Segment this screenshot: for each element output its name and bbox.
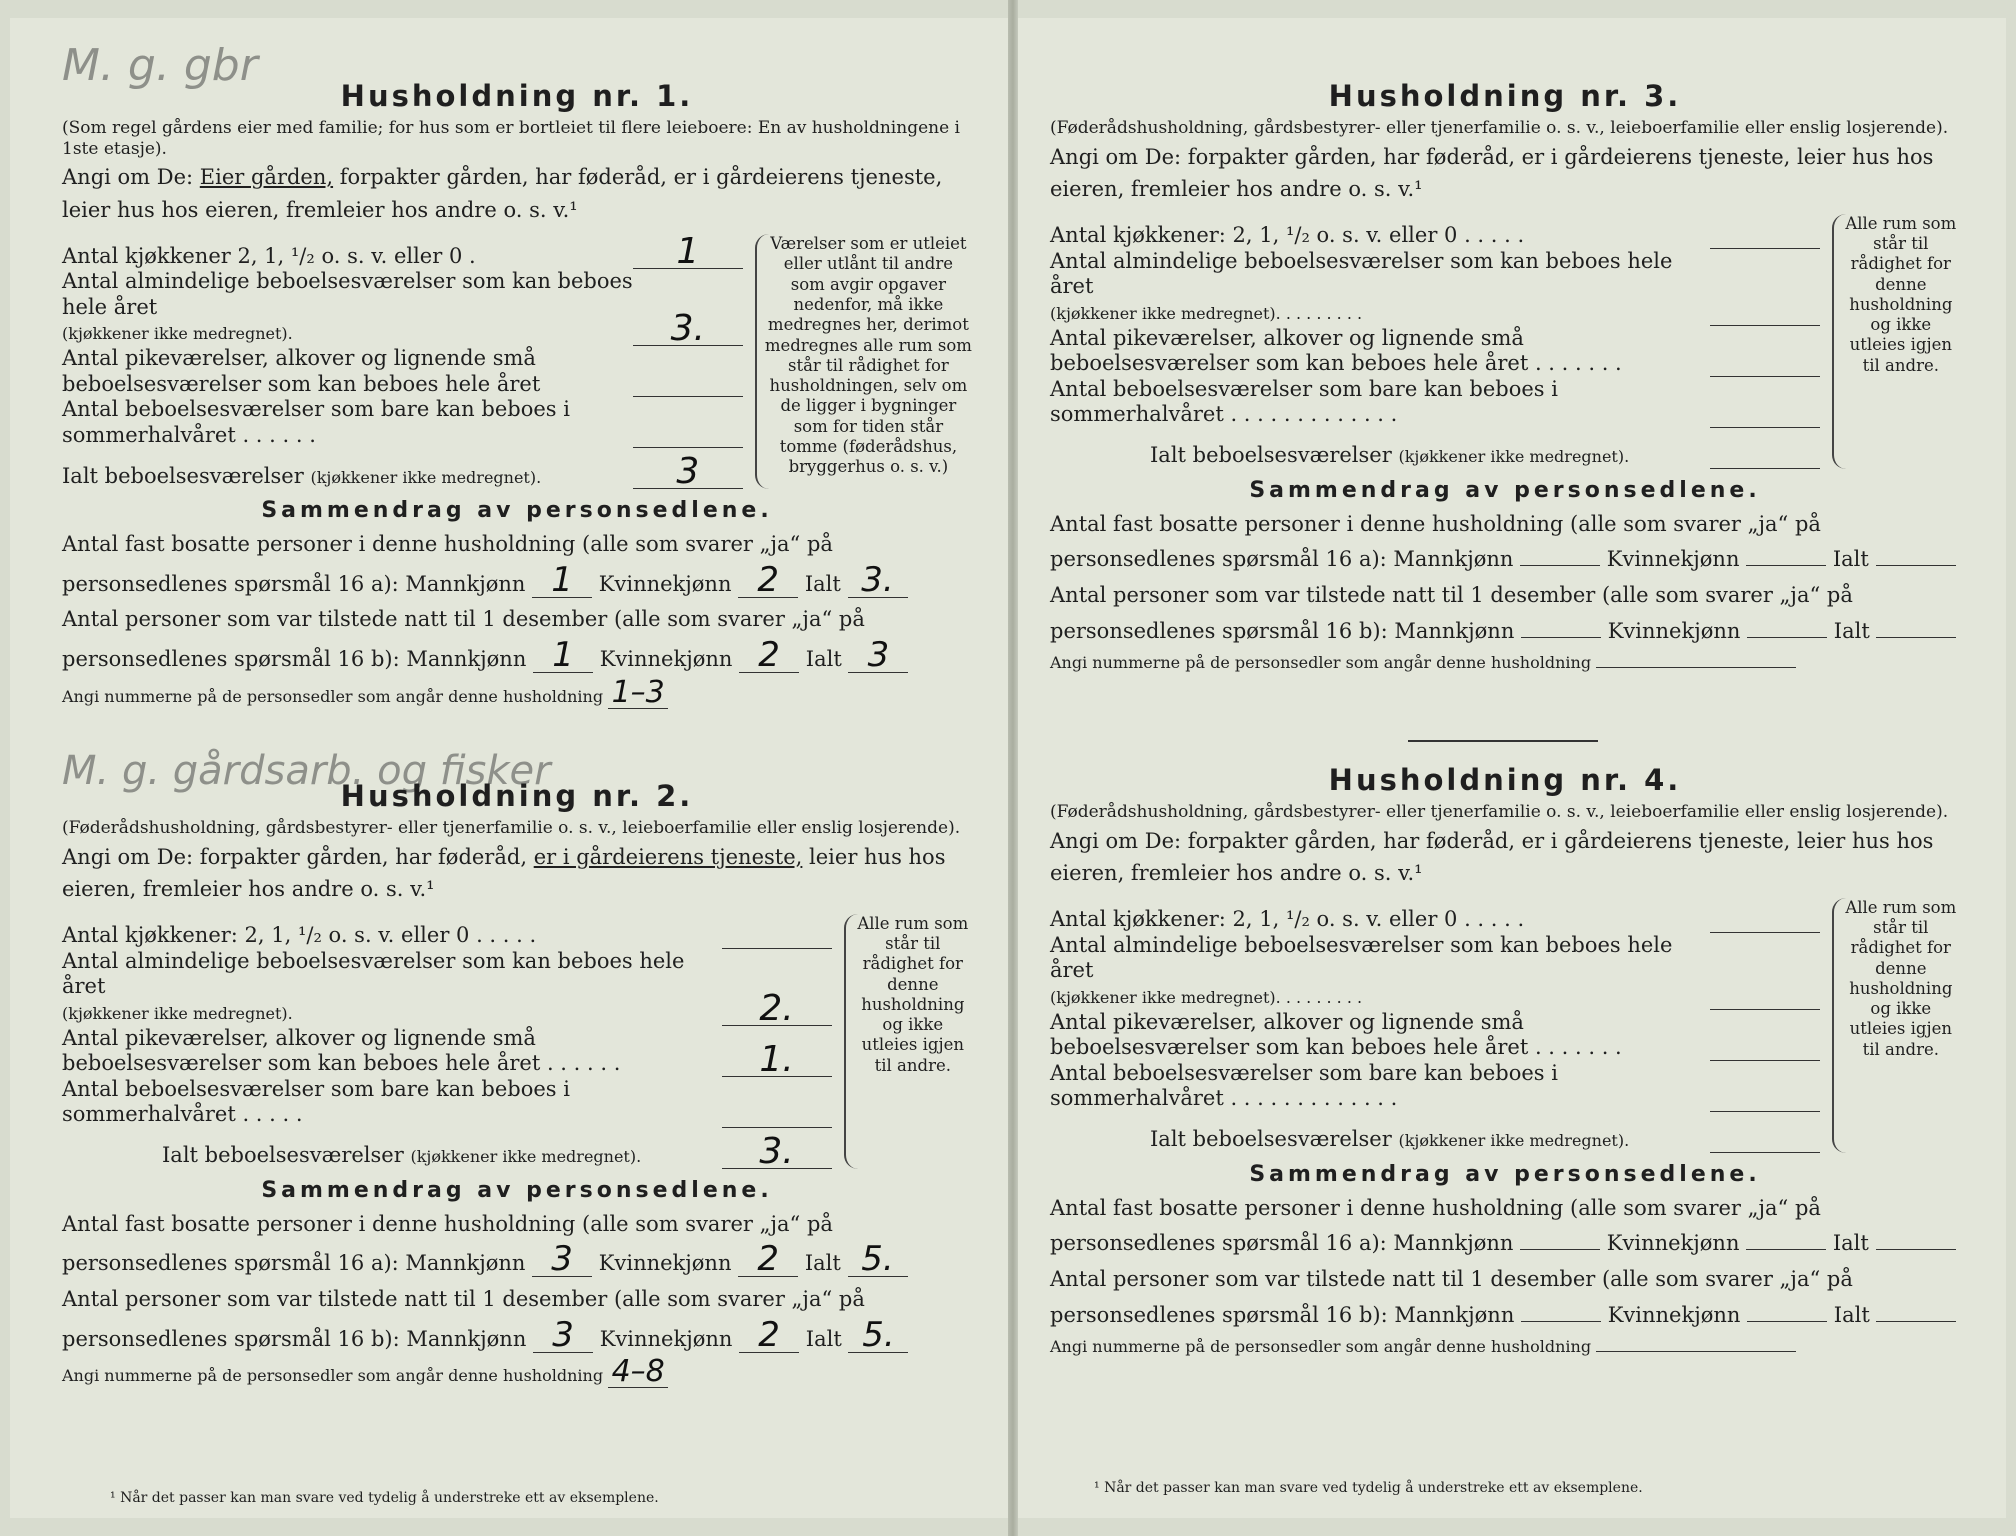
nummer-value	[1596, 1333, 1796, 1352]
rooms-block	[62, 913, 972, 1172]
q16b-male: 1	[533, 638, 593, 673]
household-1	[62, 78, 972, 709]
summer-rooms-value	[722, 1093, 832, 1128]
summary-title: Sammendrag av personsedlene.	[1249, 1162, 1761, 1187]
nummer-row: Angi nummerne på de personsedler som angår denne husholdning	[1050, 1333, 1960, 1360]
q16a-female	[1746, 547, 1826, 566]
total-rooms-row: Ialt beboelsesværelser (kjøkkener ikke medregnet). 3.	[62, 1134, 832, 1169]
nummer-value: 4–8	[608, 1357, 668, 1388]
q16b-male	[1521, 619, 1601, 638]
rooms-block	[62, 231, 972, 493]
q16b-row: Antal personer som var tilstede natt til 1 desember (alle som svarer „ja“ på personsedlenes spørsmål 16 b): Mannkjønn 3 Kvinnekjønn 2 Ialt 5.	[62, 1282, 972, 1357]
q16b-row: Antal personer som var tilstede natt til 1 desember (alle som svarer „ja“ på personsedlenes spørsmål 16 b): Mannkjønn Kvinnekjønn Ialt	[1050, 1262, 1960, 1333]
total-rooms-value	[1710, 434, 1820, 469]
rooms-value: 3.	[633, 311, 743, 346]
household-title: Husholdning nr. 2.	[340, 779, 694, 813]
footnote-left: ¹ Når det passer kan man svare ved tydelig å understreke ett av eksemplene.	[110, 1490, 659, 1506]
small-rooms-value: 1.	[722, 1042, 832, 1077]
total-rooms-value: 3.	[722, 1134, 832, 1169]
household-3	[1050, 78, 1960, 676]
section-separator	[1408, 740, 1598, 742]
rooms-row: Antal almindelige beboelsesværelser som kan beboes hele året (kjøkkener ikke medregnet). . . . . . . . .	[1050, 933, 1820, 1010]
q16a-male: 3	[532, 1242, 592, 1277]
tenure-question: Angi om De: forpakter gården, har føderåd, er i gårdeierens tjeneste, leier hus hos eieren, fremleier hos andre o. s. v.¹	[1050, 828, 1934, 886]
brace-note: Værelser som er utleiet eller utlånt til andre som avgir opgaver nedenfor, må ikke medregnes her, derimot medregnes alle rum som står til rådighet for husholdningen, selv om de ligger i bygninger som for tiden står tomme (føderådshus, bryggerhus o. s. v.)	[755, 234, 972, 489]
q16b-total	[1876, 619, 1956, 638]
tenure-marked-answer: er i gårdeierens tjeneste,	[533, 844, 803, 869]
q16a-row: Antal fast bosatte personer i denne husholdning (alle som svarer „ja“ på personsedlenes spørsmål 16 a): Mannkjønn 3 Kvinnekjønn 2 Ialt 5.	[62, 1207, 972, 1282]
q16b-female	[1747, 619, 1827, 638]
kitchens-value: 1	[633, 234, 743, 269]
nummer-row: Angi nummerne på de personsedler som angår denne husholdning 4–8	[62, 1357, 972, 1389]
summer-rooms-value	[1710, 1077, 1820, 1112]
summer-rooms-value	[633, 413, 743, 448]
handwritten-annotation-top: M. g. gbr	[62, 40, 258, 91]
summary-title: Sammendrag av personsedlene.	[261, 1178, 773, 1203]
q16b-female	[1747, 1303, 1827, 1322]
small-rooms-value	[633, 362, 743, 397]
household-title: Husholdning nr. 1.	[340, 79, 694, 113]
total-rooms-value	[1710, 1118, 1820, 1153]
q16a-female: 2	[738, 1242, 798, 1277]
summary-title: Sammendrag av personsedlene.	[261, 498, 773, 524]
small-rooms-row: Antal pikeværelser, alkover og lignende små beboelsesværelser som kan beboes hele året	[62, 346, 743, 397]
kitchens-value	[722, 914, 832, 949]
rooms-block	[1050, 898, 1960, 1153]
handwritten-annotation-mid: M. g. gårdsarb. og fisker	[62, 748, 551, 794]
rooms-value	[1710, 291, 1820, 326]
page-fold	[1008, 0, 1018, 1536]
nummer-row: Angi nummerne på de personsedler som angår denne husholdning	[1050, 649, 1960, 676]
q16a-total	[1876, 1231, 1956, 1250]
rooms-row: Antal almindelige beboelsesværelser som kan beboes hele året (kjøkkener ikke medregnet). 3.	[62, 269, 743, 346]
brace-note: Alle rum som står til rådighet for denne husholdning og ikke utleies igjen til andre.	[1832, 898, 1960, 1153]
small-rooms-row: Antal pikeværelser, alkover og lignende små beboelsesværelser som kan beboes hele året . . . . . . .	[1050, 326, 1820, 377]
q16b-male: 3	[533, 1318, 593, 1353]
q16b-row: Antal personer som var tilstede natt til 1 desember (alle som svarer „ja“ på personsedlenes spørsmål 16 b): Mannkjønn 1 Kvinnekjønn 2 Ialt 3	[62, 602, 972, 677]
q16a-total	[1876, 547, 1956, 566]
small-rooms-row: Antal pikeværelser, alkover og lignende små beboelsesværelser som kan beboes hele året . . . . . . 1.	[62, 1026, 832, 1077]
summer-rooms-row: Antal beboelsesværelser som bare kan beboes i sommerhalvåret . . . . .	[62, 1077, 832, 1128]
rooms-row: Antal almindelige beboelsesværelser som kan beboes hele året (kjøkkener ikke medregnet). . . . . . . . .	[1050, 249, 1820, 326]
q16a-row: Antal fast bosatte personer i denne husholdning (alle som svarer „ja“ på personsedlenes spørsmål 16 a): Mannkjønn 1 Kvinnekjønn 2 Ialt 3.	[62, 527, 972, 602]
footnote-right: ¹ Når det passer kan man svare ved tydelig å understreke ett av eksemplene.	[1094, 1480, 1643, 1496]
q16a-row: Antal fast bosatte personer i denne husholdning (alle som svarer „ja“ på personsedlenes spørsmål 16 a): Mannkjønn Kvinnekjønn Ialt	[1050, 507, 1960, 578]
small-rooms-value	[1710, 342, 1820, 377]
kitchens-value	[1710, 214, 1820, 249]
household-title: Husholdning nr. 3.	[1328, 79, 1682, 113]
summer-rooms-row: Antal beboelsesværelser som bare kan beboes i sommerhalvåret . . . . . . . . . . . . .	[1050, 1061, 1820, 1112]
q16a-male	[1520, 1231, 1600, 1250]
q16a-row: Antal fast bosatte personer i denne husholdning (alle som svarer „ja“ på personsedlenes spørsmål 16 a): Mannkjønn Kvinnekjønn Ialt	[1050, 1191, 1960, 1262]
q16b-male	[1521, 1303, 1601, 1322]
rooms-row: Antal almindelige beboelsesværelser som kan beboes hele året (kjøkkener ikke medregnet). 2.	[62, 949, 832, 1026]
q16a-total: 3.	[848, 563, 908, 598]
q16b-total: 3	[848, 638, 908, 673]
q16a-female: 2	[738, 563, 798, 598]
small-rooms-value	[1710, 1026, 1820, 1061]
summer-rooms-row: Antal beboelsesværelser som bare kan beboes i sommerhalvåret . . . . . .	[62, 397, 743, 448]
rooms-value: 2.	[722, 991, 832, 1026]
nummer-row: Angi nummerne på de personsedler som angår denne husholdning 1–3	[62, 678, 972, 710]
tenure-question: Angi om De: forpakter gården, har føderåd, er i gårdeierens tjeneste, leier hus hos eieren, fremleier hos andre o. s. v.¹	[62, 844, 946, 902]
summer-rooms-row: Antal beboelsesværelser som bare kan beboes i sommerhalvåret . . . . . . . . . . . . .	[1050, 377, 1820, 428]
q16a-male	[1520, 547, 1600, 566]
q16b-female: 2	[739, 638, 799, 673]
household-note: (Føderådshusholdning, gårdsbestyrer- eller tjenerfamilie o. s. v., leieboerfamilie eller enslig losjerende).	[62, 818, 961, 839]
nummer-value	[1596, 649, 1796, 668]
q16a-male: 1	[532, 563, 592, 598]
small-rooms-row: Antal pikeværelser, alkover og lignende små beboelsesværelser som kan beboes hele året . . . . . . .	[1050, 1010, 1820, 1061]
q16b-total	[1876, 1303, 1956, 1322]
q16b-female: 2	[739, 1318, 799, 1353]
kitchens-row: Antal kjøkkener: 2, 1, ¹/₂ o. s. v. eller 0 . . . . .	[62, 914, 832, 949]
rooms-value	[1710, 975, 1820, 1010]
tenure-marked-answer: Eier gården,	[199, 165, 334, 190]
brace-note: Alle rum som står til rådighet for denne husholdning og ikke utleies igjen til andre.	[1832, 214, 1960, 469]
q16b-row: Antal personer som var tilstede natt til 1 desember (alle som svarer „ja“ på personsedlenes spørsmål 16 b): Mannkjønn Kvinnekjønn Ialt	[1050, 578, 1960, 649]
household-4	[1050, 762, 1960, 1360]
tenure-question: Angi om De: forpakter gården, har føderåd, er i gårdeierens tjeneste, leier hus hos eieren, fremleier hos andre o. s. v.¹	[1050, 144, 1934, 202]
total-rooms-row: Ialt beboelsesværelser (kjøkkener ikke medregnet). 3	[62, 454, 743, 489]
kitchens-row: Antal kjøkkener: 2, 1, ¹/₂ o. s. v. eller 0 . . . . .	[1050, 898, 1820, 933]
summer-rooms-value	[1710, 393, 1820, 428]
household-note: (Som regel gårdens eier med familie; for hus som er bortleiet til flere leieboere: En av husholdningene i 1ste etasje).	[62, 118, 960, 159]
nummer-value: 1–3	[608, 678, 668, 709]
household-note: (Føderådshusholdning, gårdsbestyrer- eller tjenerfamilie o. s. v., leieboerfamilie eller enslig losjerende).	[1050, 118, 1949, 139]
brace-note: Alle rum som står til rådighet for denne husholdning og ikke utleies igjen til andre.	[844, 914, 972, 1169]
q16a-total: 5.	[848, 1242, 908, 1277]
q16a-female	[1746, 1231, 1826, 1250]
total-rooms-row: Ialt beboelsesværelser (kjøkkener ikke medregnet).	[1050, 1118, 1820, 1153]
total-rooms-row: Ialt beboelsesværelser (kjøkkener ikke medregnet).	[1050, 434, 1820, 469]
summary-title: Sammendrag av personsedlene.	[1249, 478, 1761, 503]
kitchens-value	[1710, 898, 1820, 933]
kitchens-row: Antal kjøkkener: 2, 1, ¹/₂ o. s. v. eller 0 . . . . .	[1050, 214, 1820, 249]
kitchens-row: Antal kjøkkener 2, 1, ¹/₂ o. s. v. eller 0 . 1	[62, 234, 743, 269]
tenure-question: Angi om De: Eier gården, forpakter gården, har føderåd, er i gårdeierens tjeneste, leier hus hos eieren, fremleier hos andre o. s. v.¹	[62, 165, 943, 222]
rooms-block	[1050, 214, 1960, 469]
total-rooms-value: 3	[633, 454, 743, 489]
q16b-total: 5.	[848, 1318, 908, 1353]
household-note: (Føderådshusholdning, gårdsbestyrer- eller tjenerfamilie o. s. v., leieboerfamilie eller enslig losjerende).	[1050, 802, 1949, 823]
household-2	[62, 778, 972, 1389]
household-title: Husholdning nr. 4.	[1328, 763, 1682, 797]
